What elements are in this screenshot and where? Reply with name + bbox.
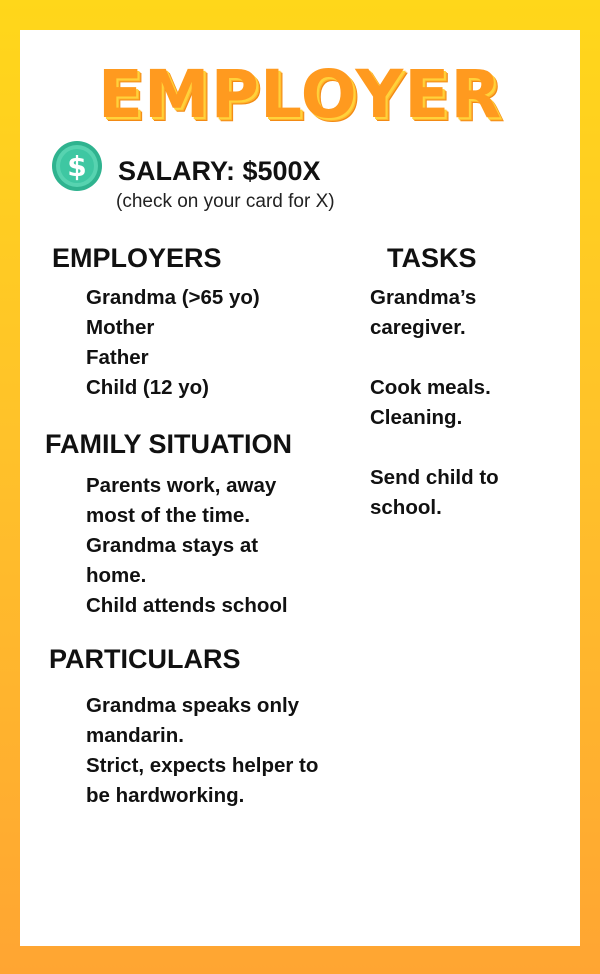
tasks-heading: TASKS	[387, 243, 477, 273]
family-line: Grandma stays at	[86, 534, 259, 557]
family-situation-heading: FAMILY SITUATION	[45, 429, 293, 459]
employer-item: Mother	[86, 316, 155, 339]
task-line: Cook meals.	[370, 376, 491, 399]
employer-item: Grandma (>65 yo)	[86, 286, 260, 309]
particulars-line: Grandma speaks only	[86, 694, 300, 717]
particulars-line: Strict, expects helper to	[86, 754, 319, 777]
tasks-list	[370, 283, 499, 523]
employer-item: Child (12 yo)	[86, 376, 210, 399]
dollar-coin-icon	[51, 140, 103, 192]
particulars-text	[86, 691, 318, 811]
particulars-line: mandarin.	[86, 724, 184, 747]
particulars-heading: PARTICULARS	[49, 644, 241, 674]
card-title: EMPLOYER	[97, 56, 503, 133]
svg-text:$: $	[67, 150, 87, 183]
family-line: Child attends school	[86, 594, 288, 617]
salary-label: SALARY: $500X	[118, 156, 321, 186]
family-situation-text	[86, 471, 288, 621]
family-line: most of the time.	[86, 504, 251, 527]
employers-list	[86, 283, 260, 403]
employer-item: Father	[86, 346, 149, 369]
task-line: caregiver.	[370, 316, 466, 339]
employers-heading: EMPLOYERS	[52, 243, 222, 273]
task-line: Grandma’s	[370, 286, 477, 309]
salary-note: (check on your card for X)	[116, 191, 335, 212]
task-line: school.	[370, 496, 442, 519]
task-line: Send child to	[370, 466, 499, 489]
task-line: Cleaning.	[370, 406, 463, 429]
family-line: home.	[86, 564, 147, 587]
family-line: Parents work, away	[86, 474, 277, 497]
particulars-line: be hardworking.	[86, 784, 245, 807]
